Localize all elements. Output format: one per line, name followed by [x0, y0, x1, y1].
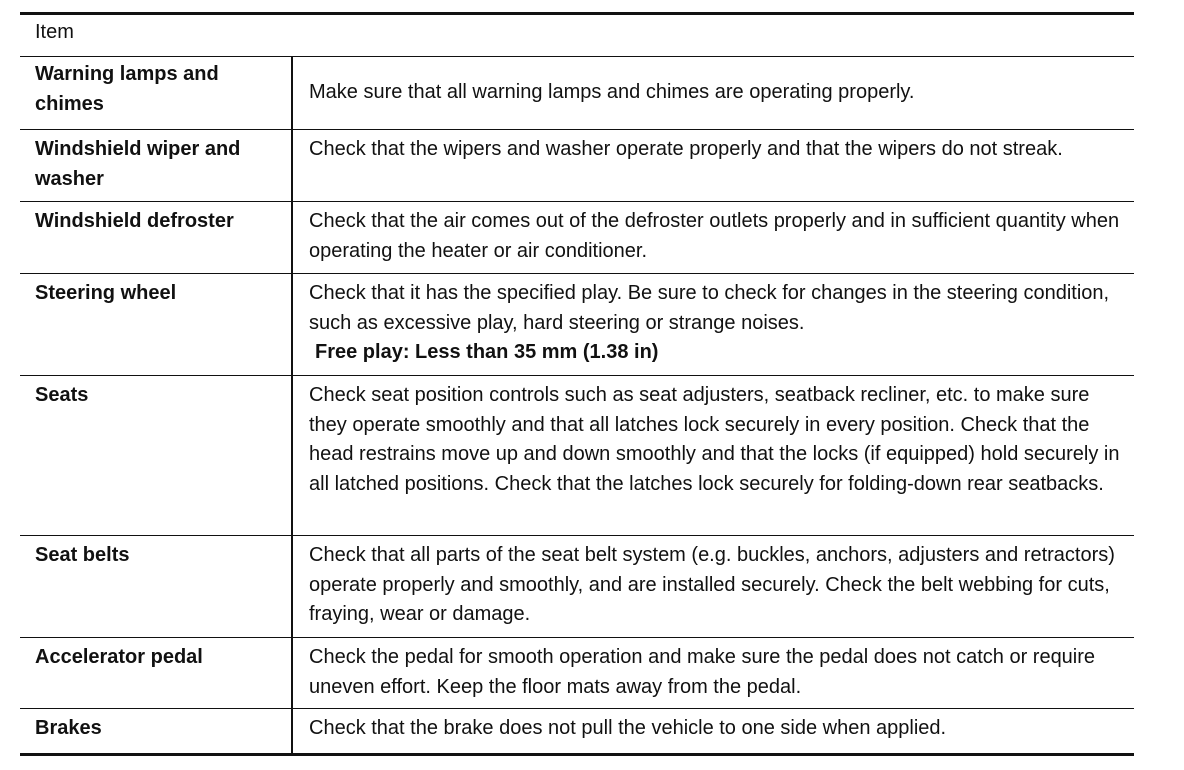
table-row-defroster: [20, 202, 1134, 274]
item-cell: Windshield wiper and washer: [20, 130, 293, 201]
description-text: Check that it has the specified play. Be sure to check for changes in the steering condition, such as excessive play, hard steering or strange noises.: [309, 282, 1110, 334]
description-cell: Check that the brake does not pull the vehicle to one side when applied.: [309, 717, 947, 739]
description-cell: Check the pedal for smooth operation and make sure the pedal does not catch or require uneven effort. Keep the floor mats away from the pedal.: [309, 646, 1096, 698]
description-cell: Check that the wipers and washer operate properly and that the wipers do not streak.: [309, 138, 1063, 160]
table-row-brakes: [20, 709, 1134, 753]
item-cell: Steering wheel: [20, 274, 293, 375]
table-header: [20, 15, 1134, 57]
description-text: Make sure that all warning lamps and chimes are operating properly.: [309, 80, 915, 103]
item-cell: Accelerator pedal: [20, 638, 293, 708]
description-cell: [293, 57, 1134, 129]
description-cell: Check that the air comes out of the defroster outlets properly and in sufficient quantity when operating the heater or air conditioner.: [309, 210, 1120, 262]
table-row-wiper: [20, 130, 1134, 202]
header-item-label: Item: [35, 21, 74, 43]
item-cell: Warning lamps and chimes: [20, 57, 293, 129]
inspection-table: [20, 12, 1134, 756]
item-cell: Seats: [20, 376, 293, 535]
item-cell: Seat belts: [20, 536, 293, 637]
table-row-accelerator: [20, 638, 1134, 709]
table-row-warning-lamps: [20, 57, 1134, 130]
free-play-spec: Free play: Less than 35 mm (1.38 in): [315, 341, 659, 363]
table-row-seats: [20, 376, 1134, 536]
description-cell: Check seat position controls such as seat adjusters, seatback recliner, etc. to make sure they operate smoothly and that all latches lock securely in every position. Check that the head restrains move up and down smoothly and that the locks (if equipped) hold securely in all latched positions. Check that the latches lock securely for folding-down rear seatbacks.: [309, 384, 1120, 495]
item-cell: Windshield defroster: [20, 202, 293, 273]
table-row-steering: [20, 274, 1134, 376]
description-cell: [293, 274, 1134, 375]
table-row-seat-belts: [20, 536, 1134, 638]
item-cell: Brakes: [20, 709, 293, 753]
description-cell: Check that all parts of the seat belt system (e.g. buckles, anchors, adjusters and retractors) operate properly and smoothly, and are installed securely. Check the belt webbing for cuts, fraying, wear or damage.: [309, 544, 1115, 625]
